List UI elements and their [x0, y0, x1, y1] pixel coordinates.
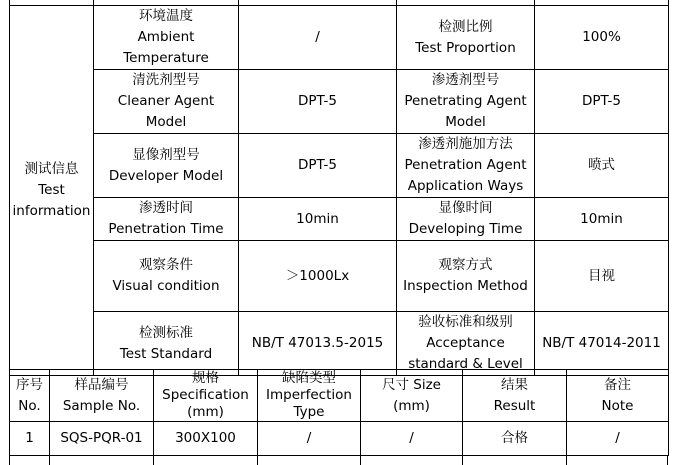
cell-imperfection-type: /	[258, 422, 361, 456]
inspection-method-label: 观察方式 Inspection Method	[397, 241, 535, 312]
developing-time-label: 显像时间 Developing Time	[397, 198, 535, 241]
cell-no: 1	[10, 422, 50, 456]
test-information-section-label: 测试信息 Test information	[10, 6, 94, 376]
test-information-table	[9, 0, 669, 376]
inspection-method-value: 目视	[535, 241, 669, 312]
table-continuation-line	[9, 455, 10, 465]
cleaner-agent-model-label: 清洗剂型号 Cleaner Agent Model	[94, 70, 239, 134]
developer-model-label: 显像剂型号 Developer Model	[94, 134, 239, 198]
info-row	[10, 134, 669, 198]
info-row	[10, 198, 669, 241]
info-row	[10, 6, 669, 70]
table-continuation-line	[462, 455, 463, 465]
cell-note: /	[567, 422, 669, 456]
developing-time-value: 10min	[535, 198, 669, 241]
info-row	[10, 241, 669, 312]
cell-sample-no: SQS-PQR-01	[50, 422, 154, 456]
penetrating-agent-model-value: DPT-5	[535, 70, 669, 134]
table-continuation-line	[153, 455, 154, 465]
acceptance-standard-value: NB/T 47014-2011	[535, 312, 669, 376]
header-result: 结果 Result	[463, 370, 567, 422]
acceptance-standard-label: 验收标准和级别 Acceptance standard & Level	[397, 312, 535, 376]
results-row	[10, 422, 669, 456]
table-continuation-line	[49, 455, 50, 465]
header-specification: 规格 Specification (mm)	[154, 370, 258, 422]
table-continuation-line	[667, 455, 668, 465]
info-row	[10, 70, 669, 134]
table-continuation-line	[257, 455, 258, 465]
visual-condition-value: ＞1000Lx	[239, 241, 397, 312]
header-size: 尺寸 Size (mm)	[361, 370, 463, 422]
visual-condition-label: 观察条件 Visual condition	[94, 241, 239, 312]
info-row	[10, 312, 669, 376]
penetration-agent-application-value: 喷式	[535, 134, 669, 198]
table-continuation-line	[360, 455, 361, 465]
test-proportion-label: 检测比例 Test Proportion	[397, 6, 535, 70]
cell-size: /	[361, 422, 463, 456]
cell-specification: 300X100	[154, 422, 258, 456]
header-no: 序号 No.	[10, 370, 50, 422]
header-sample-no: 样品编号 Sample No.	[50, 370, 154, 422]
ambient-temperature-label: 环境温度 Ambient Temperature	[94, 6, 239, 70]
developer-model-value: DPT-5	[239, 134, 397, 198]
test-proportion-value: 100%	[535, 6, 669, 70]
cell-result: 合格	[463, 422, 567, 456]
test-standard-label: 检测标准 Test Standard	[94, 312, 239, 376]
penetration-time-label: 渗透时间 Penetration Time	[94, 198, 239, 241]
penetration-agent-application-label: 渗透剂施加方法 Penetration Agent Application Ways	[397, 134, 535, 198]
ambient-temperature-value: /	[239, 6, 397, 70]
penetration-time-value: 10min	[239, 198, 397, 241]
cleaner-agent-model-value: DPT-5	[239, 70, 397, 134]
header-note: 备注 Note	[567, 370, 669, 422]
results-header-row	[10, 370, 669, 422]
header-imperfection-type: 缺陷类型 Imperfection Type	[258, 370, 361, 422]
table-continuation-line	[566, 455, 567, 465]
penetrating-agent-model-label: 渗透剂型号 Penetrating Agent Model	[397, 70, 535, 134]
test-standard-value: NB/T 47013.5-2015	[239, 312, 397, 376]
results-table	[9, 369, 669, 456]
